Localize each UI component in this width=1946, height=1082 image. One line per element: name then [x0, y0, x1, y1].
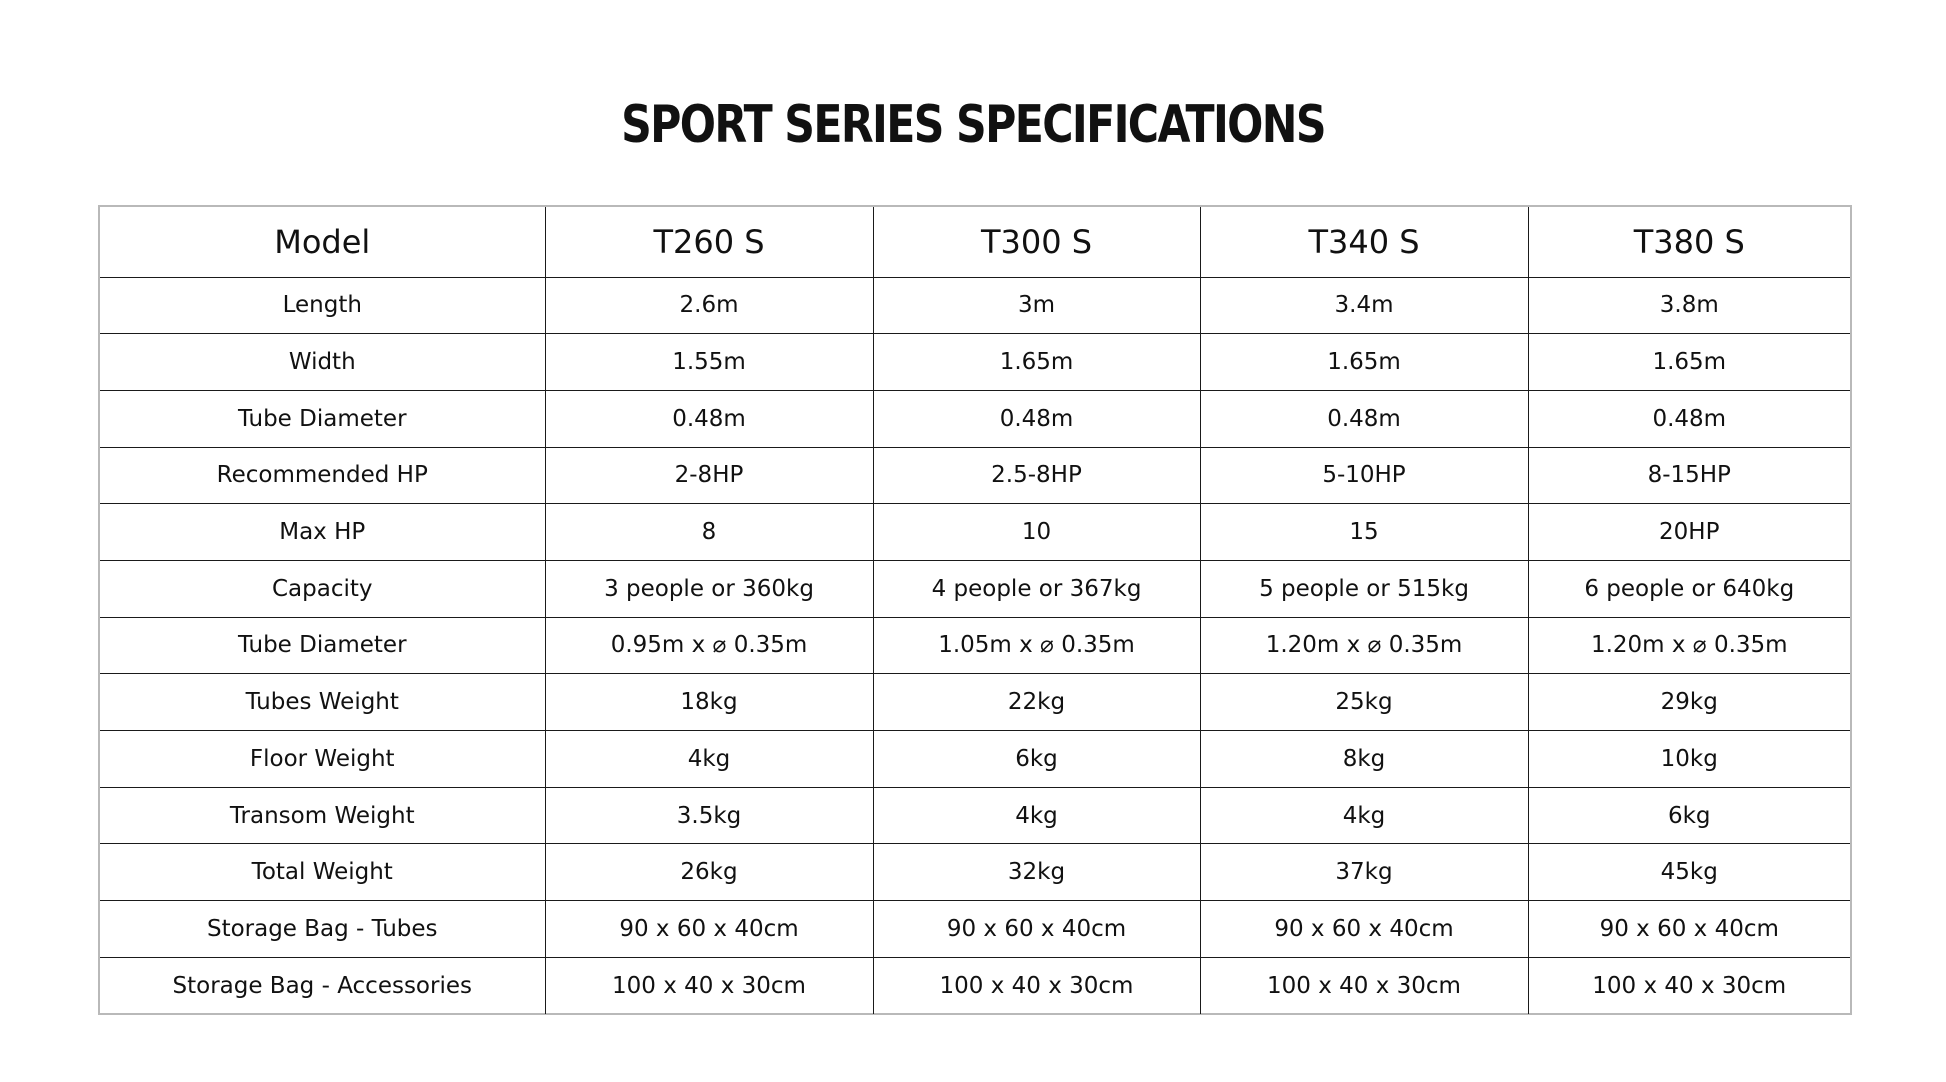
table-cell: 100 x 40 x 30cm [1528, 957, 1850, 1014]
table-cell: 26kg [545, 844, 873, 901]
table-cell: 25kg [1200, 674, 1528, 731]
header-cell-t340s: T340 S [1200, 207, 1528, 277]
table-cell: 45kg [1528, 844, 1850, 901]
table-cell: 6 people or 640kg [1528, 560, 1850, 617]
table-cell: 8-15HP [1528, 447, 1850, 504]
table-cell: 90 x 60 x 40cm [873, 901, 1200, 958]
row-label-cell: Tube Diameter [100, 390, 545, 447]
spec-table-container [98, 205, 1852, 1015]
table-row [100, 901, 1850, 958]
table-cell: 2-8HP [545, 447, 873, 504]
row-label-cell: Length [100, 277, 545, 334]
table-row [100, 617, 1850, 674]
table-cell: 10kg [1528, 731, 1850, 788]
table-cell: 90 x 60 x 40cm [1528, 901, 1850, 958]
table-cell: 37kg [1200, 844, 1528, 901]
row-label-cell: Max HP [100, 504, 545, 561]
table-cell: 4kg [873, 787, 1200, 844]
table-cell: 4kg [1200, 787, 1528, 844]
table-cell: 5 people or 515kg [1200, 560, 1528, 617]
table-cell: 3m [873, 277, 1200, 334]
table-cell: 1.65m [1528, 334, 1850, 391]
table-row [100, 504, 1850, 561]
table-cell: 8kg [1200, 731, 1528, 788]
table-row [100, 390, 1850, 447]
table-cell: 5-10HP [1200, 447, 1528, 504]
header-cell-t260s: T260 S [545, 207, 873, 277]
table-cell: 8 [545, 504, 873, 561]
table-row [100, 277, 1850, 334]
row-label-cell: Storage Bag - Tubes [100, 901, 545, 958]
table-cell: 15 [1200, 504, 1528, 561]
table-cell: 4kg [545, 731, 873, 788]
table-cell: 1.65m [1200, 334, 1528, 391]
table-cell: 1.20m x ⌀ 0.35m [1528, 617, 1850, 674]
row-label-cell: Width [100, 334, 545, 391]
row-label-cell: Recommended HP [100, 447, 545, 504]
table-cell: 0.48m [873, 390, 1200, 447]
table-cell: 90 x 60 x 40cm [1200, 901, 1528, 958]
table-cell: 0.48m [545, 390, 873, 447]
table-cell: 0.48m [1528, 390, 1850, 447]
table-cell: 0.95m x ⌀ 0.35m [545, 617, 873, 674]
table-cell: 4 people or 367kg [873, 560, 1200, 617]
table-cell: 100 x 40 x 30cm [1200, 957, 1528, 1014]
table-row [100, 844, 1850, 901]
table-cell: 3.8m [1528, 277, 1850, 334]
table-cell: 2.6m [545, 277, 873, 334]
table-cell: 29kg [1528, 674, 1850, 731]
table-row [100, 447, 1850, 504]
table-cell: 100 x 40 x 30cm [545, 957, 873, 1014]
row-label-cell: Floor Weight [100, 731, 545, 788]
table-row [100, 787, 1850, 844]
table-cell: 0.48m [1200, 390, 1528, 447]
table-row [100, 957, 1850, 1014]
row-label-cell: Capacity [100, 560, 545, 617]
table-cell: 1.20m x ⌀ 0.35m [1200, 617, 1528, 674]
table-cell: 20HP [1528, 504, 1850, 561]
header-cell-model: Model [100, 207, 545, 277]
table-cell: 18kg [545, 674, 873, 731]
table-cell: 100 x 40 x 30cm [873, 957, 1200, 1014]
header-cell-t380s: T380 S [1528, 207, 1850, 277]
row-label-cell: Tube Diameter [100, 617, 545, 674]
table-cell: 1.55m [545, 334, 873, 391]
table-cell: 1.05m x ⌀ 0.35m [873, 617, 1200, 674]
spec-table [100, 207, 1850, 1014]
table-body [100, 277, 1850, 1014]
table-cell: 90 x 60 x 40cm [545, 901, 873, 958]
table-row [100, 334, 1850, 391]
row-label-cell: Tubes Weight [100, 674, 545, 731]
table-cell: 3 people or 360kg [545, 560, 873, 617]
page-title: SPORT SERIES SPECIFICATIONS [621, 95, 1325, 155]
table-row [100, 731, 1850, 788]
table-cell: 6kg [873, 731, 1200, 788]
table-cell: 6kg [1528, 787, 1850, 844]
table-cell: 10 [873, 504, 1200, 561]
table-header-row [100, 207, 1850, 277]
table-cell: 3.5kg [545, 787, 873, 844]
table-cell: 3.4m [1200, 277, 1528, 334]
header-cell-t300s: T300 S [873, 207, 1200, 277]
table-cell: 22kg [873, 674, 1200, 731]
table-row [100, 560, 1850, 617]
table-row [100, 674, 1850, 731]
table-cell: 2.5-8HP [873, 447, 1200, 504]
row-label-cell: Transom Weight [100, 787, 545, 844]
row-label-cell: Total Weight [100, 844, 545, 901]
table-cell: 32kg [873, 844, 1200, 901]
row-label-cell: Storage Bag - Accessories [100, 957, 545, 1014]
table-cell: 1.65m [873, 334, 1200, 391]
